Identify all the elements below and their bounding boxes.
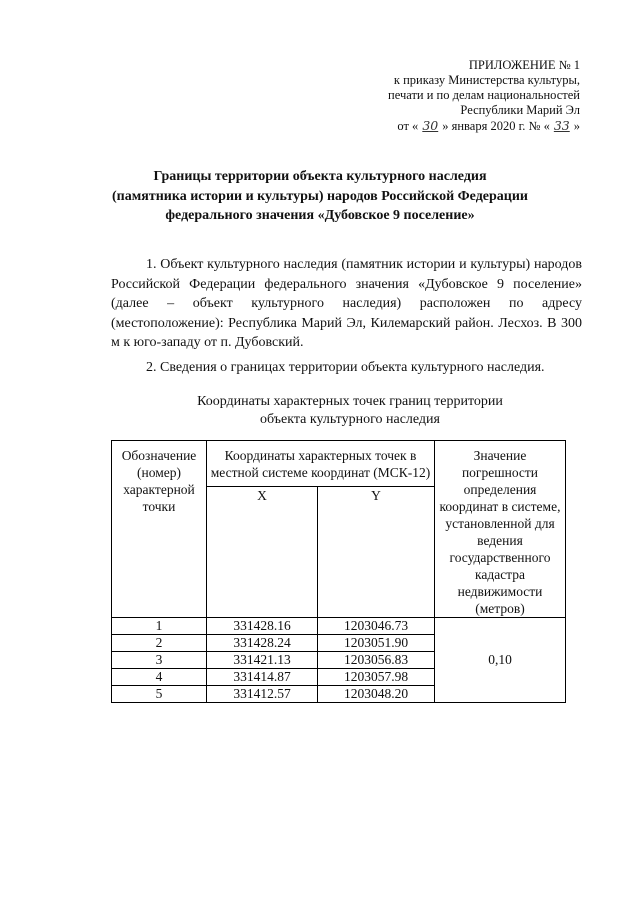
header-error-value: Значение погрешности определения координат в системе, установленной для ведения государственного кадастра недвижимости (метров) xyxy=(435,441,566,618)
coord-y: 1203051.90 xyxy=(318,635,435,652)
point-number: 3 xyxy=(112,652,207,669)
coord-x: 331421.13 xyxy=(207,652,318,669)
caption-line-2: объекта культурного наследия xyxy=(260,412,440,427)
appendix-order-line: к приказу Министерства культуры, xyxy=(393,73,580,87)
table-caption xyxy=(100,393,600,429)
appendix-date-line xyxy=(320,118,580,134)
point-number: 2 xyxy=(112,635,207,652)
appendix-ministry-line: печати и по делам национальностей xyxy=(388,88,580,102)
date-middle: » января 2020 г. № « xyxy=(442,119,550,133)
handwritten-number: 33 xyxy=(553,118,570,133)
date-prefix: от « xyxy=(397,119,419,133)
table-row xyxy=(112,618,566,635)
coord-x: 331412.57 xyxy=(207,686,318,703)
appendix-header xyxy=(320,58,580,134)
coord-y: 1203056.83 xyxy=(318,652,435,669)
coord-x: 331428.16 xyxy=(207,618,318,635)
appendix-republic-line: Республики Марий Эл xyxy=(460,103,580,117)
coordinates-table xyxy=(111,440,566,703)
point-number: 4 xyxy=(112,669,207,686)
coord-y: 1203048.20 xyxy=(318,686,435,703)
header-point-number: Обозначение (номер) характерной точки xyxy=(112,441,207,618)
error-value: 0,10 xyxy=(435,618,566,703)
coord-x: 331414.87 xyxy=(207,669,318,686)
appendix-title: ПРИЛОЖЕНИЕ № 1 xyxy=(468,58,580,72)
document-title xyxy=(60,167,580,226)
date-suffix: » xyxy=(573,119,580,133)
header-coordinates: Координаты характерных точек в местной системе координат (МСК-12) xyxy=(207,441,435,487)
coord-y: 1203046.73 xyxy=(318,618,435,635)
coord-x: 331428.24 xyxy=(207,635,318,652)
caption-line-1: Координаты характерных точек границ территории xyxy=(197,394,503,409)
handwritten-day: 30 xyxy=(422,118,439,133)
header-y: Y xyxy=(318,487,435,618)
title-line-2: (памятника истории и культуры) народов Российской Федерации xyxy=(112,188,528,204)
title-line-1: Границы территории объекта культурного наследия xyxy=(153,169,487,184)
point-number: 5 xyxy=(112,686,207,703)
point-number: 1 xyxy=(112,618,207,635)
table-header-row xyxy=(112,441,566,487)
coord-y: 1203057.98 xyxy=(318,669,435,686)
paragraph-2: 2. Сведения о границах территории объекта культурного наследия. xyxy=(146,360,545,375)
header-x: X xyxy=(207,487,318,618)
title-line-3: федерального значения «Дубовское 9 поселение» xyxy=(165,208,475,223)
paragraph-1-text: 1. Объект культурного наследия (памятник истории и культуры) народов Российской Федерации федерального значения «Дубовское 9 поселение» (далее – объект культурного наследия) расположен по адресу (местоположение): Республика Марий Эл, Килемарский район. Лесхоз. В 300 м к юго-западу от п. Дубовский. xyxy=(111,257,582,350)
paragraph-1 xyxy=(111,255,582,353)
